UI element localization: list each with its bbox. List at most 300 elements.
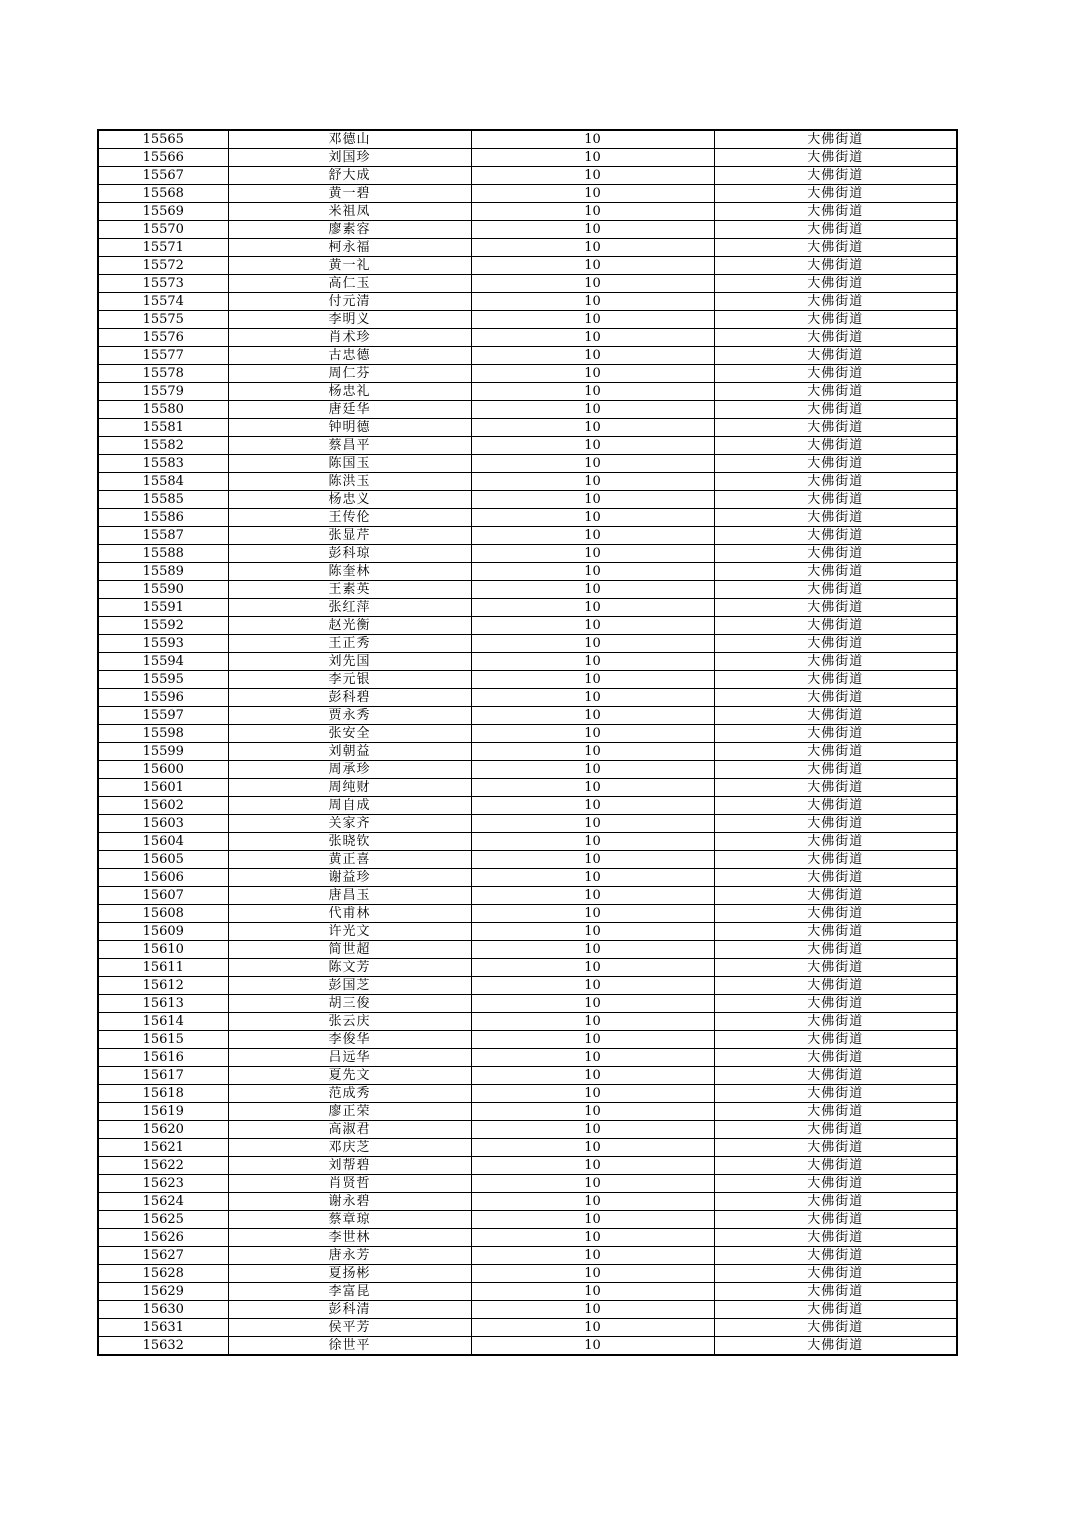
cell-amount: 10 [471,545,714,563]
cell-amount: 10 [471,851,714,869]
cell-amount: 10 [471,833,714,851]
table-row [98,779,957,797]
table-row [98,221,957,239]
cell-amount: 10 [471,1247,714,1265]
cell-name: 杨忠礼 [228,383,471,401]
cell-area: 大佛街道 [714,1085,957,1103]
table-row [98,527,957,545]
table-row [98,311,957,329]
table-row [98,617,957,635]
cell-area: 大佛街道 [714,329,957,347]
cell-name: 王传伦 [228,509,471,527]
cell-id: 15585 [98,491,228,509]
cell-id: 15615 [98,1031,228,1049]
cell-name: 简世超 [228,941,471,959]
cell-area: 大佛街道 [714,419,957,437]
table-row [98,1265,957,1283]
table-row [98,1283,957,1301]
cell-name: 舒大成 [228,167,471,185]
cell-amount: 10 [471,815,714,833]
cell-name: 刘先国 [228,653,471,671]
cell-amount: 10 [471,671,714,689]
cell-name: 刘帮碧 [228,1157,471,1175]
table-row [98,599,957,617]
table-row [98,1031,957,1049]
cell-name: 张云庆 [228,1013,471,1031]
cell-name: 刘朝益 [228,743,471,761]
cell-amount: 10 [471,1085,714,1103]
table-row [98,815,957,833]
cell-id: 15570 [98,221,228,239]
cell-name: 周纯财 [228,779,471,797]
table-row [98,851,957,869]
cell-name: 贾永秀 [228,707,471,725]
cell-area: 大佛街道 [714,1049,957,1067]
cell-amount: 10 [471,383,714,401]
cell-area: 大佛街道 [714,977,957,995]
table-row [98,671,957,689]
cell-name: 胡三俊 [228,995,471,1013]
cell-area: 大佛街道 [714,725,957,743]
cell-id: 15581 [98,419,228,437]
cell-area: 大佛街道 [714,311,957,329]
cell-area: 大佛街道 [714,275,957,293]
cell-id: 15591 [98,599,228,617]
cell-name: 米祖凤 [228,203,471,221]
cell-area: 大佛街道 [714,1193,957,1211]
cell-id: 15603 [98,815,228,833]
cell-id: 15567 [98,167,228,185]
cell-amount: 10 [471,563,714,581]
cell-amount: 10 [471,1013,714,1031]
table-row [98,653,957,671]
cell-id: 15580 [98,401,228,419]
cell-id: 15597 [98,707,228,725]
table-row [98,941,957,959]
cell-amount: 10 [471,689,714,707]
cell-area: 大佛街道 [714,959,957,977]
cell-name: 张安全 [228,725,471,743]
cell-id: 15618 [98,1085,228,1103]
table-row [98,689,957,707]
cell-id: 15620 [98,1121,228,1139]
cell-area: 大佛街道 [714,491,957,509]
cell-area: 大佛街道 [714,779,957,797]
table-row [98,167,957,185]
cell-amount: 10 [471,1337,714,1356]
cell-area: 大佛街道 [714,1337,957,1356]
cell-name: 夏先文 [228,1067,471,1085]
cell-amount: 10 [471,779,714,797]
table-row [98,329,957,347]
cell-amount: 10 [471,203,714,221]
cell-name: 陈文芳 [228,959,471,977]
cell-id: 15612 [98,977,228,995]
cell-id: 15589 [98,563,228,581]
cell-id: 15602 [98,797,228,815]
cell-id: 15607 [98,887,228,905]
table-row [98,491,957,509]
cell-name: 古忠德 [228,347,471,365]
cell-amount: 10 [471,725,714,743]
cell-area: 大佛街道 [714,869,957,887]
table-body [98,130,957,1355]
cell-amount: 10 [471,130,714,149]
cell-name: 吕远华 [228,1049,471,1067]
cell-name: 邓德山 [228,130,471,149]
cell-area: 大佛街道 [714,1301,957,1319]
cell-id: 15572 [98,257,228,275]
cell-area: 大佛街道 [714,1103,957,1121]
cell-id: 15571 [98,239,228,257]
table-row [98,1139,957,1157]
cell-id: 15574 [98,293,228,311]
cell-area: 大佛街道 [714,293,957,311]
cell-area: 大佛街道 [714,941,957,959]
cell-name: 彭科清 [228,1301,471,1319]
cell-id: 15604 [98,833,228,851]
cell-id: 15614 [98,1013,228,1031]
cell-area: 大佛街道 [714,1121,957,1139]
cell-area: 大佛街道 [714,437,957,455]
cell-name: 李世林 [228,1229,471,1247]
cell-amount: 10 [471,1103,714,1121]
cell-area: 大佛街道 [714,707,957,725]
cell-id: 15566 [98,149,228,167]
table-row [98,995,957,1013]
table-row [98,185,957,203]
cell-id: 15606 [98,869,228,887]
cell-name: 黄一碧 [228,185,471,203]
table-row [98,401,957,419]
cell-id: 15619 [98,1103,228,1121]
table-row [98,149,957,167]
cell-id: 15586 [98,509,228,527]
cell-id: 15592 [98,617,228,635]
cell-area: 大佛街道 [714,653,957,671]
table-row [98,455,957,473]
cell-area: 大佛街道 [714,130,957,149]
cell-name: 彭科碧 [228,689,471,707]
cell-id: 15621 [98,1139,228,1157]
cell-amount: 10 [471,761,714,779]
cell-id: 15632 [98,1337,228,1356]
table-row [98,1067,957,1085]
cell-area: 大佛街道 [714,833,957,851]
cell-id: 15599 [98,743,228,761]
cell-area: 大佛街道 [714,635,957,653]
cell-name: 刘国珍 [228,149,471,167]
cell-amount: 10 [471,1067,714,1085]
cell-amount: 10 [471,527,714,545]
cell-name: 张红萍 [228,599,471,617]
cell-amount: 10 [471,1049,714,1067]
cell-id: 15613 [98,995,228,1013]
cell-name: 廖正荣 [228,1103,471,1121]
cell-area: 大佛街道 [714,455,957,473]
cell-name: 彭国芝 [228,977,471,995]
cell-id: 15598 [98,725,228,743]
cell-area: 大佛街道 [714,1229,957,1247]
cell-name: 黄正喜 [228,851,471,869]
cell-name: 赵光衡 [228,617,471,635]
table-row [98,239,957,257]
cell-area: 大佛街道 [714,905,957,923]
cell-amount: 10 [471,995,714,1013]
table-row [98,743,957,761]
cell-amount: 10 [471,1157,714,1175]
cell-amount: 10 [471,869,714,887]
cell-area: 大佛街道 [714,563,957,581]
cell-name: 黄一礼 [228,257,471,275]
cell-amount: 10 [471,365,714,383]
cell-amount: 10 [471,221,714,239]
cell-id: 15565 [98,130,228,149]
cell-name: 唐永芳 [228,1247,471,1265]
cell-id: 15587 [98,527,228,545]
cell-id: 15569 [98,203,228,221]
cell-area: 大佛街道 [714,1265,957,1283]
table-row [98,581,957,599]
cell-area: 大佛街道 [714,239,957,257]
cell-amount: 10 [471,1283,714,1301]
cell-area: 大佛街道 [714,1211,957,1229]
cell-amount: 10 [471,1193,714,1211]
cell-name: 范成秀 [228,1085,471,1103]
table-row [98,1157,957,1175]
cell-id: 15590 [98,581,228,599]
cell-amount: 10 [471,239,714,257]
cell-name: 邓庆芝 [228,1139,471,1157]
cell-name: 钟明德 [228,419,471,437]
cell-amount: 10 [471,455,714,473]
cell-area: 大佛街道 [714,167,957,185]
cell-area: 大佛街道 [714,995,957,1013]
cell-name: 徐世平 [228,1337,471,1356]
cell-amount: 10 [471,923,714,941]
cell-amount: 10 [471,437,714,455]
cell-area: 大佛街道 [714,545,957,563]
cell-name: 肖贤哲 [228,1175,471,1193]
cell-name: 唐廷华 [228,401,471,419]
cell-id: 15576 [98,329,228,347]
cell-area: 大佛街道 [714,1175,957,1193]
cell-name: 陈国玉 [228,455,471,473]
table-row [98,1229,957,1247]
cell-id: 15631 [98,1319,228,1337]
cell-id: 15600 [98,761,228,779]
cell-amount: 10 [471,1319,714,1337]
cell-amount: 10 [471,653,714,671]
cell-amount: 10 [471,329,714,347]
cell-id: 15594 [98,653,228,671]
cell-amount: 10 [471,419,714,437]
cell-id: 15629 [98,1283,228,1301]
table-row [98,257,957,275]
cell-amount: 10 [471,1031,714,1049]
cell-name: 周仁芬 [228,365,471,383]
cell-amount: 10 [471,941,714,959]
cell-amount: 10 [471,959,714,977]
cell-id: 15617 [98,1067,228,1085]
table-row [98,1085,957,1103]
cell-area: 大佛街道 [714,1247,957,1265]
cell-name: 陈洪玉 [228,473,471,491]
cell-amount: 10 [471,257,714,275]
cell-amount: 10 [471,185,714,203]
cell-area: 大佛街道 [714,815,957,833]
cell-area: 大佛街道 [714,923,957,941]
cell-area: 大佛街道 [714,365,957,383]
cell-area: 大佛街道 [714,851,957,869]
table-row [98,725,957,743]
cell-amount: 10 [471,1175,714,1193]
table-row [98,923,957,941]
data-table [97,129,958,1356]
cell-amount: 10 [471,635,714,653]
cell-area: 大佛街道 [714,1067,957,1085]
cell-id: 15579 [98,383,228,401]
cell-id: 15611 [98,959,228,977]
cell-amount: 10 [471,293,714,311]
table-row [98,1247,957,1265]
table-row [98,959,957,977]
cell-area: 大佛街道 [714,1283,957,1301]
cell-id: 15609 [98,923,228,941]
cell-area: 大佛街道 [714,1031,957,1049]
cell-name: 张晓钦 [228,833,471,851]
cell-amount: 10 [471,905,714,923]
cell-area: 大佛街道 [714,347,957,365]
cell-id: 15626 [98,1229,228,1247]
cell-id: 15575 [98,311,228,329]
table-row [98,1103,957,1121]
cell-amount: 10 [471,1211,714,1229]
cell-name: 周自成 [228,797,471,815]
cell-id: 15595 [98,671,228,689]
cell-name: 李俊华 [228,1031,471,1049]
cell-area: 大佛街道 [714,527,957,545]
table-row [98,707,957,725]
cell-id: 15573 [98,275,228,293]
cell-amount: 10 [471,1265,714,1283]
cell-area: 大佛街道 [714,689,957,707]
cell-amount: 10 [471,599,714,617]
cell-area: 大佛街道 [714,149,957,167]
table-row [98,275,957,293]
cell-name: 王正秀 [228,635,471,653]
cell-id: 15583 [98,455,228,473]
cell-name: 许光文 [228,923,471,941]
cell-name: 周承珍 [228,761,471,779]
cell-amount: 10 [471,509,714,527]
table-row [98,761,957,779]
cell-name: 谢永碧 [228,1193,471,1211]
cell-area: 大佛街道 [714,1139,957,1157]
cell-name: 张显芹 [228,527,471,545]
cell-name: 付元清 [228,293,471,311]
cell-amount: 10 [471,1139,714,1157]
table-row [98,905,957,923]
cell-name: 高仁玉 [228,275,471,293]
cell-area: 大佛街道 [714,797,957,815]
table-row [98,1301,957,1319]
cell-area: 大佛街道 [714,581,957,599]
cell-area: 大佛街道 [714,761,957,779]
cell-area: 大佛街道 [714,203,957,221]
cell-amount: 10 [471,491,714,509]
cell-area: 大佛街道 [714,185,957,203]
cell-area: 大佛街道 [714,221,957,239]
cell-name: 王素英 [228,581,471,599]
cell-id: 15601 [98,779,228,797]
table-row [98,437,957,455]
cell-area: 大佛街道 [714,599,957,617]
table-row [98,563,957,581]
cell-area: 大佛街道 [714,617,957,635]
table-row [98,1319,957,1337]
cell-name: 谢益珍 [228,869,471,887]
cell-id: 15605 [98,851,228,869]
cell-amount: 10 [471,167,714,185]
cell-area: 大佛街道 [714,1013,957,1031]
table-row [98,347,957,365]
cell-id: 15568 [98,185,228,203]
cell-amount: 10 [471,977,714,995]
cell-area: 大佛街道 [714,887,957,905]
cell-amount: 10 [471,1301,714,1319]
cell-amount: 10 [471,707,714,725]
cell-amount: 10 [471,1121,714,1139]
cell-area: 大佛街道 [714,743,957,761]
cell-name: 杨忠义 [228,491,471,509]
cell-id: 15627 [98,1247,228,1265]
cell-name: 代甫林 [228,905,471,923]
cell-id: 15624 [98,1193,228,1211]
table-row [98,869,957,887]
cell-name: 李元银 [228,671,471,689]
table-row [98,1337,957,1356]
cell-area: 大佛街道 [714,383,957,401]
table-row [98,1013,957,1031]
cell-name: 唐昌玉 [228,887,471,905]
table-row [98,365,957,383]
cell-id: 15625 [98,1211,228,1229]
cell-area: 大佛街道 [714,401,957,419]
cell-amount: 10 [471,887,714,905]
table-row [98,419,957,437]
table-row [98,473,957,491]
cell-name: 关家齐 [228,815,471,833]
table-row [98,833,957,851]
cell-name: 高淑君 [228,1121,471,1139]
cell-amount: 10 [471,347,714,365]
cell-id: 15630 [98,1301,228,1319]
cell-amount: 10 [471,401,714,419]
cell-id: 15588 [98,545,228,563]
cell-amount: 10 [471,473,714,491]
table-row [98,509,957,527]
cell-name: 夏扬彬 [228,1265,471,1283]
table-row [98,1175,957,1193]
cell-name: 彭科琼 [228,545,471,563]
table-row [98,383,957,401]
table-row [98,545,957,563]
table-row [98,797,957,815]
cell-amount: 10 [471,743,714,761]
table-row [98,1193,957,1211]
cell-amount: 10 [471,797,714,815]
